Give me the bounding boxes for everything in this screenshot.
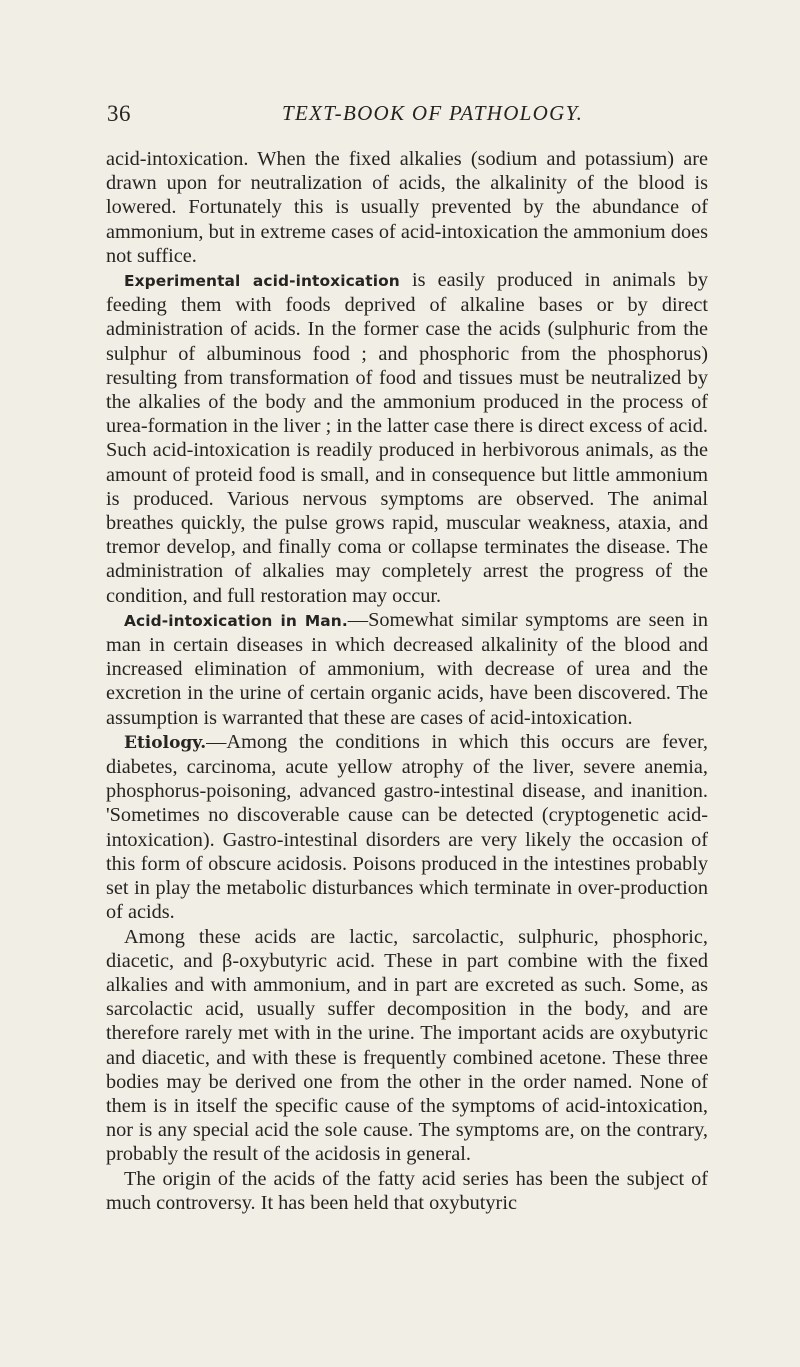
page-number: 36	[107, 101, 131, 126]
body-text	[106, 147, 708, 1215]
paragraph-experimental	[106, 268, 708, 608]
paragraph-acids	[106, 925, 708, 1167]
book-page	[106, 0, 708, 1367]
paragraph-etiology	[106, 730, 708, 925]
run-in-heading-experimental: Experimental acid-intoxication	[124, 272, 400, 291]
paragraph-origin	[106, 1167, 708, 1215]
running-title: TEXT-BOOK OF PATHOLOGY.	[282, 101, 584, 125]
paragraph-text: —Somewhat similar symptoms are seen in man in certain diseases in which decreased alkalinity of the blood and increased elimination of ammonium, with decrease of urea and the excretion in the urine of certain organic acids, have been discovered. The assumption is warranted that these are cases of acid-intoxication.	[106, 608, 708, 729]
run-in-heading-etiology: Etiology.	[124, 732, 207, 753]
paragraph-acid-intoxication-in-man	[106, 608, 708, 730]
paragraph-text: The origin of the acids of the fatty acid series has been the subject of much controversy. It has been held that oxybutyric	[106, 1167, 708, 1214]
paragraph-text: acid-intoxication. When the fixed alkalies (sodium and potassium) are drawn upon for neutralization of acids, the alkalinity of the blood is lowered. Fortunately this is usually prevented by the abundance of ammonium, but in extreme cases of acid-intoxication the ammonium does not suffice.	[106, 148, 708, 267]
page-header	[106, 101, 708, 131]
paragraph-text: Among these acids are lactic, sarcolactic, sulphuric, phosphoric, diacetic, and β-oxybutyric acid. These in part combine with the fixed alkalies and with ammonium, and in part are excreted as such. Some, as sarcolactic acid, usually suffer decomposition in the body, and are therefore rarely met with in the urine. The important acids are oxybutyric and diacetic, and with these is frequently combined acetone. These three bodies may be derived one from the other in the order named. None of them is in itself the specific cause of the symptoms of acid-intoxication, nor is any special acid the sole cause. The symptoms are, on the contrary, probably the result of the acidosis in general.	[106, 925, 708, 1166]
run-in-heading-man: Acid-intoxication in Man.	[124, 611, 348, 630]
paragraph-text: is easily produced in animals by feeding them with foods deprived of alkaline bases or by direct administration of acids. In the former case the acids (sulphuric from the sulphur of albuminous food ; and phosphoric from the phosphorus) resulting from transformation of food and tissues must be neutralized by the alkalies of the body and the ammonium produced in the process of urea-formation in the liver ; in the latter case there is direct excess of acid. Such acid-intoxication is readily produced in herbivorous animals, as the amount of proteid food is small, and in consequence but little ammonium is produced. Various nervous symptoms are observed. The animal breathes quickly, the pulse grows rapid, muscular weakness, ataxia, and tremor develop, and finally coma or collapse terminates the disease. The administration of alkalies may completely arrest the progress of the condition, and full restoration may occur.	[106, 269, 709, 607]
paragraph-text: —Among the conditions in which this occurs are fever, diabetes, carcinoma, acute yellow atrophy of the liver, severe anemia, phosphorus-poisoning, advanced gastro-intestinal disease, and inanition. 'Sometimes no discoverable cause can be detected (cryptogenetic acid-intoxication). Gastro-intestinal disorders are very likely the occasion of this form of obscure acidosis. Poisons produced in the intestines probably set in play the metabolic disturbances which terminate in over-production of acids.	[106, 730, 708, 924]
paragraph-continuation	[106, 147, 708, 268]
